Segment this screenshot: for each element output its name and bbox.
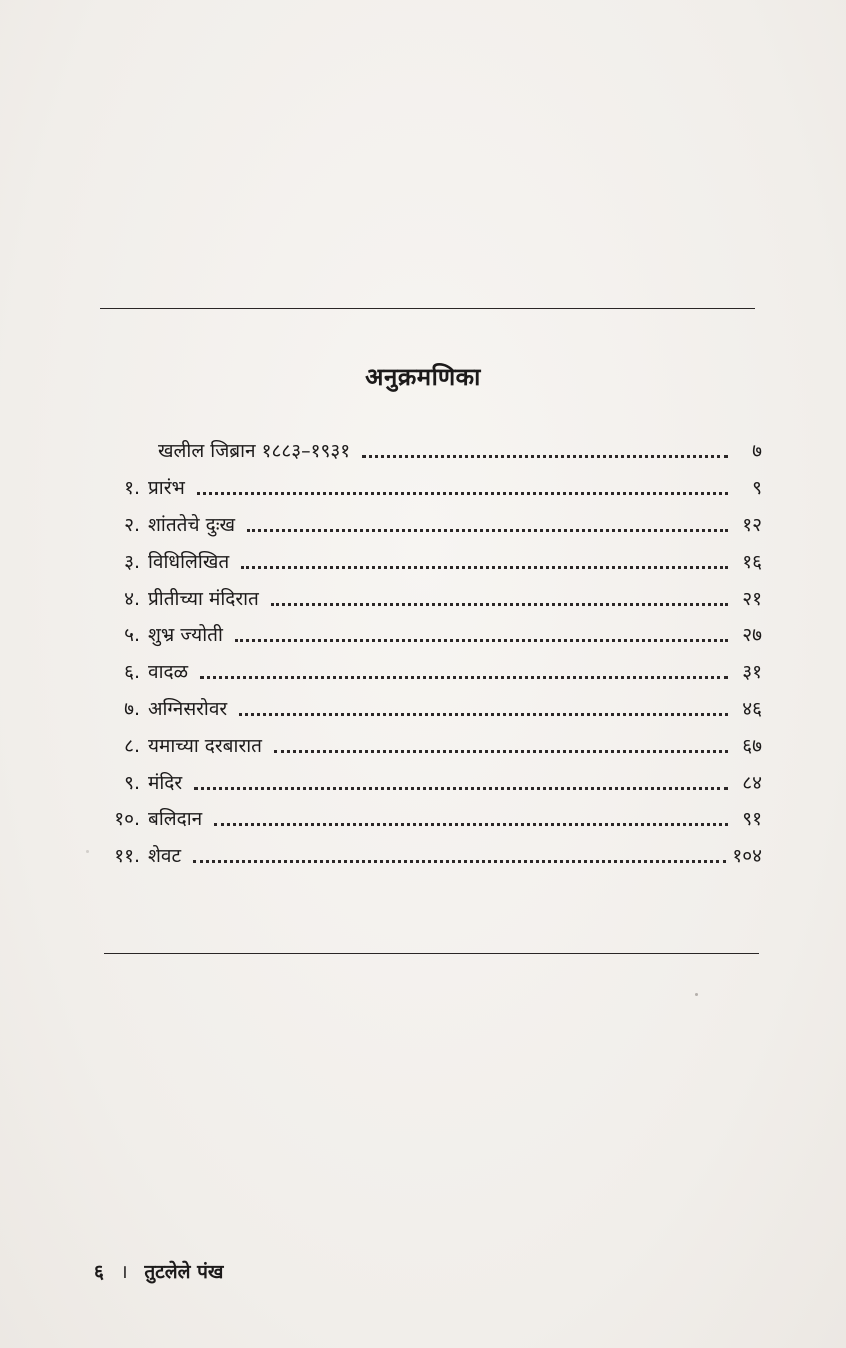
- toc-entry-label: यमाच्या दरबारात: [148, 734, 262, 757]
- dot-leader: [247, 528, 728, 532]
- toc-entry-page: ७: [752, 440, 762, 463]
- toc-entry-page: २१: [742, 587, 762, 610]
- toc-entry: [100, 616, 762, 653]
- paper-speck: [86, 850, 89, 853]
- toc-entry: [100, 506, 762, 543]
- toc-entry-number: ४.: [124, 587, 140, 610]
- toc-title: अनुक्रमणिका: [365, 363, 481, 391]
- toc-entry-number: ६.: [124, 661, 140, 684]
- toc-entry: [100, 763, 762, 800]
- toc-entry-number: २.: [124, 513, 140, 536]
- toc-entry: [100, 469, 762, 506]
- dot-leader: [235, 638, 728, 642]
- dot-leader: [193, 859, 726, 863]
- toc-entry-number: ७.: [124, 697, 140, 720]
- toc-entry-label: बलिदान: [148, 808, 203, 831]
- toc-entry-label: प्रीतीच्या मंदिरात: [148, 587, 259, 610]
- dot-leader: [200, 675, 728, 679]
- footer-separator: ।: [120, 1261, 128, 1283]
- toc-entry-page: १०४: [732, 845, 762, 868]
- toc-entry-number: ३.: [124, 550, 140, 573]
- footer-book-title: तुटलेले पंख: [144, 1261, 224, 1283]
- toc-entry: [100, 542, 762, 579]
- toc-entry-label: खलील जिब्रान १८८३–१९३१: [158, 440, 351, 463]
- dot-leader: [274, 749, 728, 753]
- toc-entry-label: मंदिर: [148, 771, 183, 794]
- table-of-contents: [100, 432, 762, 874]
- toc-entry: [100, 726, 762, 763]
- toc-entry-page: १६: [742, 550, 762, 573]
- dot-leader: [197, 491, 728, 495]
- toc-entry-page: २७: [742, 624, 762, 647]
- toc-entry-number: १०.: [114, 808, 140, 831]
- dot-leader: [239, 712, 728, 716]
- toc-entry-label: शांततेचे दुःख: [148, 513, 236, 536]
- toc-entry: [100, 690, 762, 727]
- bottom-divider: [104, 953, 759, 954]
- toc-entry-page: १२: [742, 513, 762, 536]
- toc-entry-number: १.: [124, 477, 140, 500]
- top-divider: [100, 308, 755, 309]
- toc-entry-label: प्रारंभ: [148, 477, 185, 500]
- toc-entry-label: शेवट: [148, 845, 182, 868]
- toc-entry: [100, 800, 762, 837]
- paper-speck: [695, 993, 698, 996]
- footer-page-number: ६: [94, 1261, 104, 1283]
- toc-entry-number: ८.: [124, 734, 140, 757]
- toc-entry-label: विधिलिखित: [148, 550, 230, 573]
- toc-entry-label: वादळ: [148, 661, 189, 684]
- toc-entry: [100, 579, 762, 616]
- toc-entry-label: शुभ्र ज्योती: [148, 624, 223, 647]
- dot-leader: [362, 454, 728, 458]
- dot-leader: [194, 786, 728, 790]
- toc-entry-number: ५.: [124, 624, 140, 647]
- toc-entry-number: ११.: [114, 845, 140, 868]
- dot-leader: [241, 565, 728, 569]
- toc-entry-page: ३१: [742, 661, 762, 684]
- toc-entry: [100, 432, 762, 469]
- toc-entry-label: अग्निसरोवर: [148, 697, 228, 720]
- page-footer: [94, 1258, 223, 1284]
- toc-entry-page: ४६: [742, 697, 762, 720]
- dot-leader: [214, 822, 728, 826]
- toc-entry-page: ६७: [742, 734, 762, 757]
- toc-entry: [100, 837, 762, 874]
- dot-leader: [271, 602, 728, 606]
- toc-entry-page: ९: [752, 477, 762, 500]
- toc-entry-page: ८४: [742, 771, 762, 794]
- toc-entry-number: ९.: [124, 771, 140, 794]
- toc-entry: [100, 653, 762, 690]
- toc-entry-page: ९१: [742, 808, 762, 831]
